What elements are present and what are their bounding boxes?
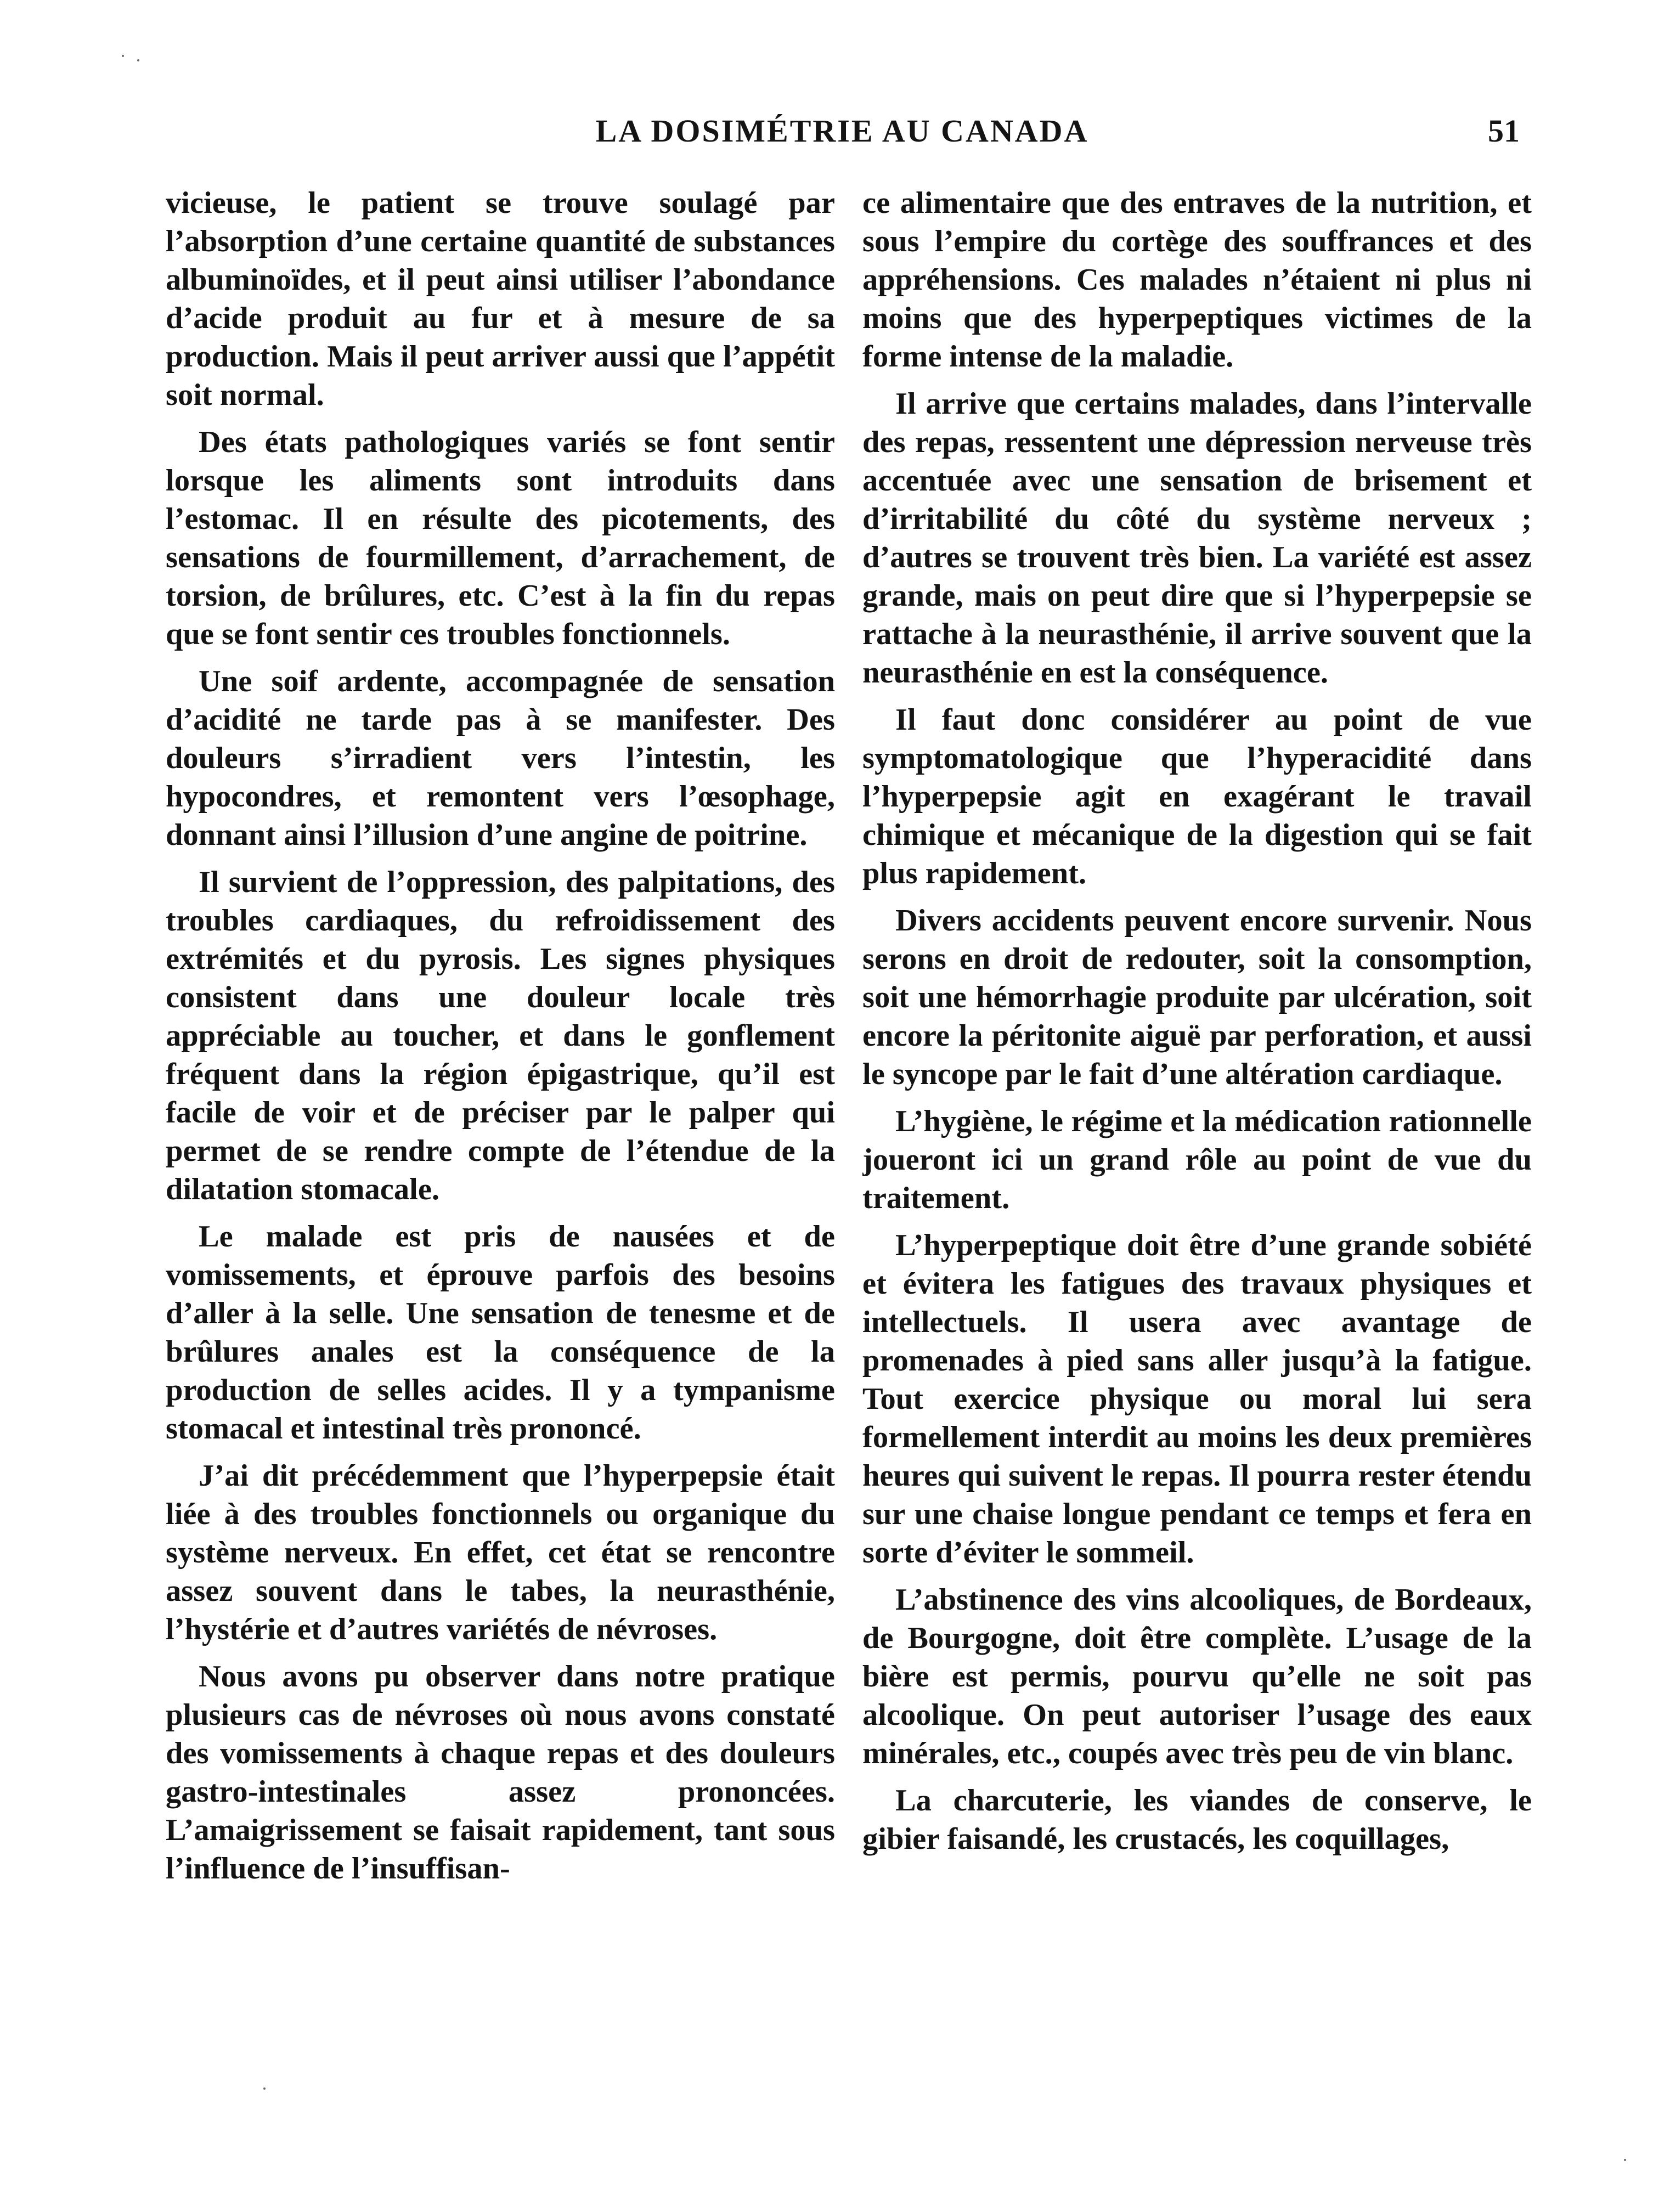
paragraph: Nous avons pu observer dans notre pratique plusieurs cas de névroses où nous avons constaté des vomissements à chaque repas et des douleurs gastro-intestinales assez prononcées. L’amaigrissement se faisait rapidement, tant sous l’influence de l’insuffisan- bbox=[166, 1660, 835, 1886]
scan-speck bbox=[122, 55, 124, 57]
right-column bbox=[862, 184, 1532, 2137]
paragraph: Divers accidents peuvent encore survenir. Nous serons en droit de redouter, soit la consomption, soit une hémorrhagie produite par ulcération, soit encore la péritonite aiguë par perforation, et aussi le syncope par le fait d’une altération cardiaque. bbox=[862, 904, 1532, 1091]
left-column bbox=[166, 184, 835, 2137]
paragraph: La charcuterie, les viandes de conserve, le gibier faisandé, les crustacés, les coquillages, bbox=[862, 1784, 1532, 1856]
paragraph: Le malade est pris de nausées et de vomissements, et éprouve parfois des besoins d’aller à la selle. Une sensation de tenesme et de brûlures anales est la conséquence de la production de selles acides. Il y a tympanisme stomacal et intestinal très prononcé. bbox=[166, 1220, 835, 1446]
paragraph: Il faut donc considérer au point de vue symptomatologique que l’hyperacidité dans l’hyperpepsie agit en exagérant le travail chimique et mécanique de la digestion qui se fait plus rapidement. bbox=[862, 703, 1532, 890]
paragraph: L’hygiène, le régime et la médication rationnelle joueront ici un grand rôle au point de vue du traitement. bbox=[862, 1104, 1532, 1215]
paragraph: vicieuse, le patient se trouve soulagé par l’absorption d’une certaine quantité de substances albuminoïdes, et il peut ainsi utiliser l’abondance d’acide produit au fur et à mesure de sa production. Mais il peut arriver aussi que l’appétit soit normal. bbox=[166, 186, 835, 412]
paragraph: J’ai dit précédemment que l’hyperpepsie était liée à des troubles fonctionnels ou organique du système nerveux. En effet, cet état se rencontre assez souvent dans le tabes, la neurasthénie, l’hystérie et d’autres variétés de névroses. bbox=[166, 1459, 835, 1646]
paragraph: Une soif ardente, accompagnée de sensation d’acidité ne tarde pas à se manifester. Des douleurs s’irradient vers l’intestin, les hypocondres, et remontent vers l’œsophage, donnant ainsi l’illusion d’une angine de poitrine. bbox=[166, 664, 835, 852]
scan-speck bbox=[263, 2087, 266, 2090]
scan-speck bbox=[1624, 2159, 1626, 2161]
paragraph: ce alimentaire que des entraves de la nutrition, et sous l’empire du cortège des souffrances et des appréhensions. Ces malades n’étaient ni plus ni moins que des hyperpeptiques victimes de la forme intense de la maladie. bbox=[862, 186, 1532, 374]
paragraph: Il arrive que certains malades, dans l’intervalle des repas, ressentent une dépression nerveuse très accentuée avec une sensation de brisement et d’irritabilité du côté du système nerveux ; d’autres se trouvent très bien. La variété est assez grande, mais on peut dire que si l’hyperpepsie se rattache à la neurasthénie, il arrive souvent que la neurasthénie en est la conséquence. bbox=[862, 387, 1532, 690]
paragraph: L’abstinence des vins alcooliques, de Bordeaux, de Bourgogne, doit être complète. L’usage de la bière est permis, pourvu qu’elle ne soit pas alcoolique. On peut autoriser l’usage des eaux minérales, etc., coupés avec très peu de vin blanc. bbox=[862, 1583, 1532, 1770]
page-number: 51 bbox=[1488, 113, 1520, 149]
paragraph: L’hyperpeptique doit être d’une grande sobiété et évitera les fatigues des travaux physiques et intellectuels. Il usera avec avantage de promenades à pied sans aller jusqu’à la fatigue. Tout exercice physique ou moral lui sera formellement interdit au moins les deux premières heures qui suivent le repas. Il pourra rester étendu sur une chaise longue pendant ce temps et fera en sorte d’éviter le sommeil. bbox=[862, 1228, 1532, 1570]
scan-speck bbox=[137, 59, 139, 61]
paragraph: Des états pathologiques variés se font sentir lorsque les aliments sont introduits dans l’estomac. Il en résulte des picotements, des sensations de fourmillement, d’arrachement, de torsion, de brûlures, etc. C’est à la fin du repas que se font sentir ces troubles fonctionnels. bbox=[166, 425, 835, 651]
running-title: LA DOSIMÉTRIE AU CANADA bbox=[595, 113, 1089, 149]
paragraph: Il survient de l’oppression, des palpitations, des troubles cardiaques, du refroidissement des extrémités et du pyrosis. Les signes physiques consistent dans une douleur locale très appréciable au toucher, et dans le gonflement fréquent dans la région épigastrique, qu’il est facile de voir et de préciser par le palper qui permet de se rendre compte de l’étendue de la dilatation stomacale. bbox=[166, 865, 835, 1206]
running-head bbox=[165, 112, 1520, 162]
